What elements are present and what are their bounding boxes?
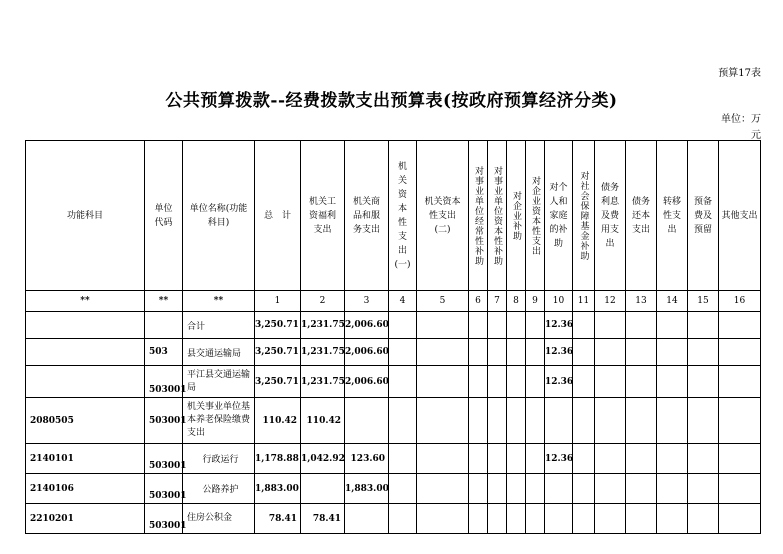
empty-cell (719, 312, 761, 339)
header-text: 对事业单位经常性补助 (473, 165, 483, 266)
wage-cell: 110.42 (301, 398, 345, 444)
number-cell: 8 (507, 291, 526, 312)
number-cell: 16 (719, 291, 761, 312)
header-cell: 机关资本性支出(一) (389, 141, 417, 291)
unit-code-cell: 503001 (145, 444, 183, 474)
empty-cell (719, 444, 761, 474)
number-cell: 4 (389, 291, 417, 312)
wage-cell (301, 474, 345, 504)
empty-cell (688, 398, 719, 444)
header-cell: 其他支出 (719, 141, 761, 291)
empty-cell (389, 504, 417, 534)
total-cell: 78.41 (255, 504, 301, 534)
number-cell: 15 (688, 291, 719, 312)
unit-name-cell: 机关事业单位基本养老保险缴费支出 (183, 398, 255, 444)
empty-cell (573, 339, 595, 366)
header-cell: 功能科目 (26, 141, 145, 291)
wage-cell: 1,231.75 (301, 339, 345, 366)
empty-cell (488, 339, 507, 366)
number-cell: ** (183, 291, 255, 312)
header-cell (526, 141, 545, 291)
header-cell (488, 141, 507, 291)
total-cell: 3,250.71 (255, 339, 301, 366)
header-cell: 单位名称(功能科目) (183, 141, 255, 291)
empty-cell (573, 312, 595, 339)
number-cell: 13 (626, 291, 657, 312)
table-row (26, 312, 761, 339)
unit-name-cell: 住房公积金 (183, 504, 255, 534)
goods-cell: 2,006.60 (345, 339, 389, 366)
personal-cell: 12.36 (545, 444, 573, 474)
empty-cell (719, 398, 761, 444)
unit-code-cell: 503001 (145, 398, 183, 444)
header-cell (573, 141, 595, 291)
empty-cell (507, 444, 526, 474)
header-cell: 机关工资福利支出 (301, 141, 345, 291)
empty-cell (526, 444, 545, 474)
number-cell: 9 (526, 291, 545, 312)
number-cell: ** (145, 291, 183, 312)
empty-cell (626, 474, 657, 504)
header-cell: 转移性支出 (657, 141, 688, 291)
empty-cell (507, 398, 526, 444)
empty-cell (469, 312, 488, 339)
empty-cell (595, 444, 626, 474)
empty-cell (488, 366, 507, 398)
unit-name-cell: 公路养护 (183, 474, 255, 504)
header-cell: 总 计 (255, 141, 301, 291)
personal-cell: 12.36 (545, 312, 573, 339)
empty-cell (417, 474, 469, 504)
empty-cell (595, 312, 626, 339)
header-cell: 单位代码 (145, 141, 183, 291)
empty-cell (595, 504, 626, 534)
function-code-cell: 2080505 (26, 398, 145, 444)
unit-name-cell: 合计 (183, 312, 255, 339)
personal-cell (545, 474, 573, 504)
table-row (26, 366, 761, 398)
personal-cell (545, 398, 573, 444)
empty-cell (688, 366, 719, 398)
empty-cell (469, 366, 488, 398)
total-cell: 1,178.88 (255, 444, 301, 474)
goods-cell (345, 398, 389, 444)
header-cell: 对个人和家庭的补助 (545, 141, 573, 291)
number-cell: 1 (255, 291, 301, 312)
wage-cell: 78.41 (301, 504, 345, 534)
empty-cell (688, 312, 719, 339)
total-cell: 1,883.00 (255, 474, 301, 504)
wage-cell: 1,042.92 (301, 444, 345, 474)
total-cell: 3,250.71 (255, 366, 301, 398)
number-cell: 11 (573, 291, 595, 312)
unit-name-cell: 平江县交通运输局 (183, 366, 255, 398)
empty-cell (417, 444, 469, 474)
header-row (26, 141, 761, 291)
number-cell: 14 (657, 291, 688, 312)
function-code-cell: 2210201 (26, 504, 145, 534)
unit-code-cell: 503001 (145, 474, 183, 504)
personal-cell: 12.36 (545, 366, 573, 398)
table-row (26, 398, 761, 444)
empty-cell (573, 504, 595, 534)
empty-cell (469, 339, 488, 366)
empty-cell (626, 339, 657, 366)
header-cell: 债务利息及费用支出 (595, 141, 626, 291)
empty-cell (389, 366, 417, 398)
empty-cell (469, 504, 488, 534)
empty-cell (657, 444, 688, 474)
goods-cell: 2,006.60 (345, 312, 389, 339)
goods-cell: 123.60 (345, 444, 389, 474)
total-cell: 110.42 (255, 398, 301, 444)
function-code-cell (26, 312, 145, 339)
empty-cell (595, 474, 626, 504)
function-code-cell (26, 339, 145, 366)
empty-cell (488, 312, 507, 339)
goods-cell: 1,883.00 (345, 474, 389, 504)
empty-cell (389, 474, 417, 504)
empty-cell (507, 366, 526, 398)
empty-cell (626, 312, 657, 339)
unit-code-cell: 503001 (145, 504, 183, 534)
header-cell (469, 141, 488, 291)
empty-cell (488, 398, 507, 444)
wage-cell: 1,231.75 (301, 312, 345, 339)
page-number: 预算17表 (718, 68, 761, 79)
empty-cell (507, 504, 526, 534)
empty-cell (488, 504, 507, 534)
empty-cell (389, 339, 417, 366)
wage-cell: 1,231.75 (301, 366, 345, 398)
empty-cell (719, 366, 761, 398)
number-cell: 2 (301, 291, 345, 312)
empty-cell (526, 398, 545, 444)
number-row (26, 291, 761, 312)
empty-cell (657, 339, 688, 366)
number-cell: ** (26, 291, 145, 312)
goods-cell: 2,006.60 (345, 366, 389, 398)
number-cell: 3 (345, 291, 389, 312)
header-text: 对企业资本性支出 (530, 175, 540, 256)
number-cell: 12 (595, 291, 626, 312)
unit-name-cell: 县交通运输局 (183, 339, 255, 366)
goods-cell (345, 504, 389, 534)
empty-cell (657, 504, 688, 534)
total-cell: 3,250.71 (255, 312, 301, 339)
empty-cell (469, 474, 488, 504)
empty-cell (488, 474, 507, 504)
empty-cell (573, 444, 595, 474)
function-code-cell (26, 366, 145, 398)
empty-cell (389, 312, 417, 339)
empty-cell (595, 366, 626, 398)
unit-label: 单位：万元 (721, 114, 761, 141)
empty-cell (688, 504, 719, 534)
empty-cell (526, 339, 545, 366)
number-cell: 7 (488, 291, 507, 312)
personal-cell (545, 504, 573, 534)
empty-cell (688, 339, 719, 366)
empty-cell (469, 398, 488, 444)
empty-cell (507, 474, 526, 504)
unit-name-cell: 行政运行 (183, 444, 255, 474)
unit-code-cell: 503 (145, 339, 183, 366)
empty-cell (626, 444, 657, 474)
empty-cell (526, 366, 545, 398)
function-code-cell: 2140101 (26, 444, 145, 474)
empty-cell (417, 398, 469, 444)
header-cell: 债务还本支出 (626, 141, 657, 291)
unit-code-cell (145, 312, 183, 339)
page-title: 公共预算拨款--经费拨款支出预算表(按政府预算经济分类) (165, 91, 618, 111)
empty-cell (657, 312, 688, 339)
table-row (26, 474, 761, 504)
personal-cell: 12.36 (545, 339, 573, 366)
header-cell: 预备费及预留 (688, 141, 719, 291)
empty-cell (469, 444, 488, 474)
empty-cell (626, 366, 657, 398)
empty-cell (688, 444, 719, 474)
number-cell: 10 (545, 291, 573, 312)
empty-cell (417, 312, 469, 339)
header-cell: 机关资本性支出(二) (417, 141, 469, 291)
empty-cell (526, 312, 545, 339)
empty-cell (719, 504, 761, 534)
empty-cell (657, 366, 688, 398)
empty-cell (657, 398, 688, 444)
header-cell (507, 141, 526, 291)
empty-cell (573, 366, 595, 398)
header-cell: 机关商品和服务支出 (345, 141, 389, 291)
number-cell: 6 (469, 291, 488, 312)
empty-cell (488, 444, 507, 474)
empty-cell (573, 474, 595, 504)
table-row (26, 444, 761, 474)
empty-cell (595, 398, 626, 444)
empty-cell (389, 444, 417, 474)
empty-cell (719, 474, 761, 504)
empty-cell (719, 339, 761, 366)
table-row (26, 339, 761, 366)
empty-cell (573, 398, 595, 444)
empty-cell (526, 504, 545, 534)
empty-cell (507, 339, 526, 366)
empty-cell (626, 398, 657, 444)
empty-cell (595, 339, 626, 366)
empty-cell (417, 366, 469, 398)
header-text: 对事业单位资本性补助 (492, 165, 502, 266)
header-text: 对企业补助 (511, 190, 521, 241)
table-row (26, 504, 761, 534)
empty-cell (626, 504, 657, 534)
budget-table (25, 140, 761, 534)
unit-code-cell: 503001 (145, 366, 183, 398)
empty-cell (526, 474, 545, 504)
number-cell: 5 (417, 291, 469, 312)
empty-cell (417, 339, 469, 366)
empty-cell (657, 474, 688, 504)
empty-cell (417, 504, 469, 534)
empty-cell (389, 398, 417, 444)
empty-cell (507, 312, 526, 339)
empty-cell (688, 474, 719, 504)
header-text: 对社会保障基金补助 (578, 170, 589, 261)
function-code-cell: 2140106 (26, 474, 145, 504)
